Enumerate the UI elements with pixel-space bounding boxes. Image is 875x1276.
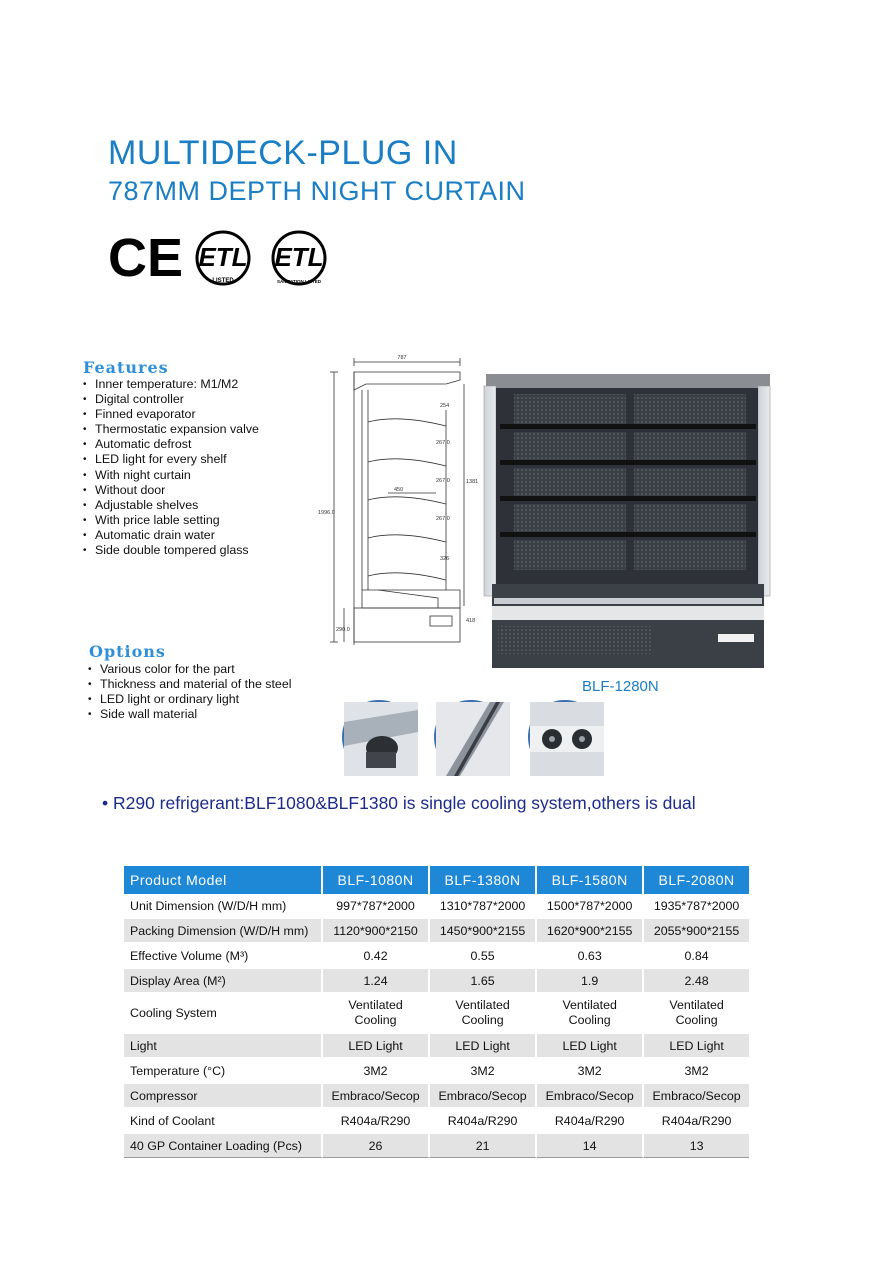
table-cell: 1120*900*2150 (323, 919, 430, 944)
product-image (484, 372, 774, 672)
table-cell: Ventilated Cooling (430, 994, 537, 1034)
list-item: • LED light or ordinary light (86, 692, 291, 707)
table-cell: LED Light (323, 1034, 430, 1059)
svg-text:418: 418 (466, 618, 476, 624)
detail-image-shelf-bracket (342, 700, 416, 774)
table-cell: LED Light (644, 1034, 749, 1059)
svg-text:ETL: ETL (274, 242, 324, 272)
table-cell: 1450*900*2155 (430, 919, 537, 944)
svg-text:267.0: 267.0 (436, 516, 450, 522)
list-item: • Various color for the part (86, 662, 291, 677)
table-row-label: Compressor (124, 1084, 323, 1109)
table-row (124, 1109, 749, 1134)
options-heading: Options (89, 642, 166, 661)
list-item: • Digital controller (81, 392, 259, 407)
table-cell: 1500*787*2000 (537, 894, 644, 919)
svg-text:267.0: 267.0 (436, 440, 450, 446)
product-model-caption: BLF-1280N (582, 678, 659, 695)
table-cell: 1935*787*2000 (644, 894, 749, 919)
table-cell: 3M2 (430, 1059, 537, 1084)
detail-image-fans (528, 700, 602, 774)
list-item: • With price lable setting (81, 513, 259, 528)
table-cell: 997*787*2000 (323, 894, 430, 919)
table-cell: 0.84 (644, 944, 749, 969)
table-row (124, 894, 749, 919)
list-item: • Side wall material (86, 707, 291, 722)
table-cell: Embraco/Secop (430, 1084, 537, 1109)
certification-marks (108, 230, 338, 286)
svg-text:1996.0: 1996.0 (318, 510, 335, 516)
table-cell: Embraco/Secop (323, 1084, 430, 1109)
table-header: BLF-2080N (644, 866, 749, 894)
page-subtitle: 787MM DEPTH NIGHT CURTAIN (108, 176, 526, 206)
table-header-row (124, 866, 749, 894)
table-cell: 1310*787*2000 (430, 894, 537, 919)
table-cell: R404a/R290 (323, 1109, 430, 1134)
table-row (124, 1059, 749, 1084)
table-cell: Embraco/Secop (644, 1084, 749, 1109)
table-row (124, 1134, 749, 1158)
list-item: • LED light for every shelf (81, 452, 259, 467)
table-cell: 1620*900*2155 (537, 919, 644, 944)
refrigerant-note: • R290 refrigerant:BLF1080&BLF1380 is single cooling system,others is dual (102, 793, 696, 813)
svg-text:787: 787 (397, 355, 407, 361)
options-list (86, 662, 291, 722)
svg-text:ETL: ETL (198, 242, 248, 272)
table-row (124, 1034, 749, 1059)
table-cell: R404a/R290 (644, 1109, 749, 1134)
features-list (81, 377, 259, 558)
ce-mark-icon (108, 228, 184, 288)
table-cell: 0.63 (537, 944, 644, 969)
table-cell: 3M2 (323, 1059, 430, 1084)
detail-image-price-rail (434, 700, 508, 774)
list-item: • Finned evaporator (81, 407, 259, 422)
list-item: • Automatic drain water (81, 528, 259, 543)
table-cell: Ventilated Cooling (644, 994, 749, 1034)
list-item: • With night curtain (81, 468, 259, 483)
table-cell: 14 (537, 1134, 644, 1158)
table-cell: R404a/R290 (430, 1109, 537, 1134)
spec-table (124, 866, 749, 1158)
table-cell: 3M2 (537, 1059, 644, 1084)
table-row-label: Light (124, 1034, 323, 1059)
table-header: BLF-1580N (537, 866, 644, 894)
page-title: MULTIDECK-PLUG IN (108, 134, 458, 172)
table-cell: LED Light (537, 1034, 644, 1059)
list-item: • Side double tompered glass (81, 543, 259, 558)
list-item: • Inner temperature: M1/M2 (81, 377, 259, 392)
svg-text:1381: 1381 (466, 479, 479, 485)
svg-text:326: 326 (440, 556, 450, 562)
table-row-label: Unit Dimension (W/D/H mm) (124, 894, 323, 919)
table-row-label: 40 GP Container Loading (Pcs) (124, 1134, 323, 1158)
table-cell: 2.48 (644, 969, 749, 994)
table-row (124, 919, 749, 944)
svg-text:450: 450 (394, 487, 404, 493)
table-row-label: Effective Volume (M³) (124, 944, 323, 969)
table-header: Product Model (124, 866, 323, 894)
table-cell: 21 (430, 1134, 537, 1158)
etl-sanitation-icon (270, 230, 328, 288)
svg-text:254: 254 (440, 403, 450, 409)
list-item: • Automatic defrost (81, 437, 259, 452)
svg-text:SANITATION LISTED: SANITATION LISTED (276, 279, 322, 284)
table-cell: R404a/R290 (537, 1109, 644, 1134)
etl-listed-icon (194, 230, 252, 288)
table-cell: 1.65 (430, 969, 537, 994)
table-row-label: Packing Dimension (W/D/H mm) (124, 919, 323, 944)
table-row-label: Temperature (°C) (124, 1059, 323, 1084)
features-heading: Features (83, 358, 169, 377)
table-cell: 13 (644, 1134, 749, 1158)
table-row-label: Cooling System (124, 994, 323, 1034)
table-cell: Embraco/Secop (537, 1084, 644, 1109)
table-cell: LED Light (430, 1034, 537, 1059)
table-cell: 1.24 (323, 969, 430, 994)
table-cell: 26 (323, 1134, 430, 1158)
svg-text:LISTED: LISTED (212, 278, 234, 284)
table-row (124, 944, 749, 969)
list-item: • Adjustable shelves (81, 498, 259, 513)
table-row (124, 969, 749, 994)
table-row (124, 994, 749, 1034)
svg-text:267.0: 267.0 (436, 478, 450, 484)
table-header: BLF-1380N (430, 866, 537, 894)
svg-text:CE: CE (108, 228, 184, 288)
svg-text:290.0: 290.0 (336, 627, 350, 633)
table-row-label: Display Area (M²) (124, 969, 323, 994)
table-cell: Ventilated Cooling (323, 994, 430, 1034)
technical-drawing (318, 350, 479, 660)
table-cell: 0.55 (430, 944, 537, 969)
table-header: BLF-1080N (323, 866, 430, 894)
list-item: • Thermostatic expansion valve (81, 422, 259, 437)
table-cell: Ventilated Cooling (537, 994, 644, 1034)
table-row-label: Kind of Coolant (124, 1109, 323, 1134)
table-cell: 3M2 (644, 1059, 749, 1084)
list-item: • Thickness and material of the steel (86, 677, 291, 692)
table-cell: 0.42 (323, 944, 430, 969)
table-cell: 2055*900*2155 (644, 919, 749, 944)
table-row (124, 1084, 749, 1109)
table-cell: 1.9 (537, 969, 644, 994)
list-item: • Without door (81, 483, 259, 498)
